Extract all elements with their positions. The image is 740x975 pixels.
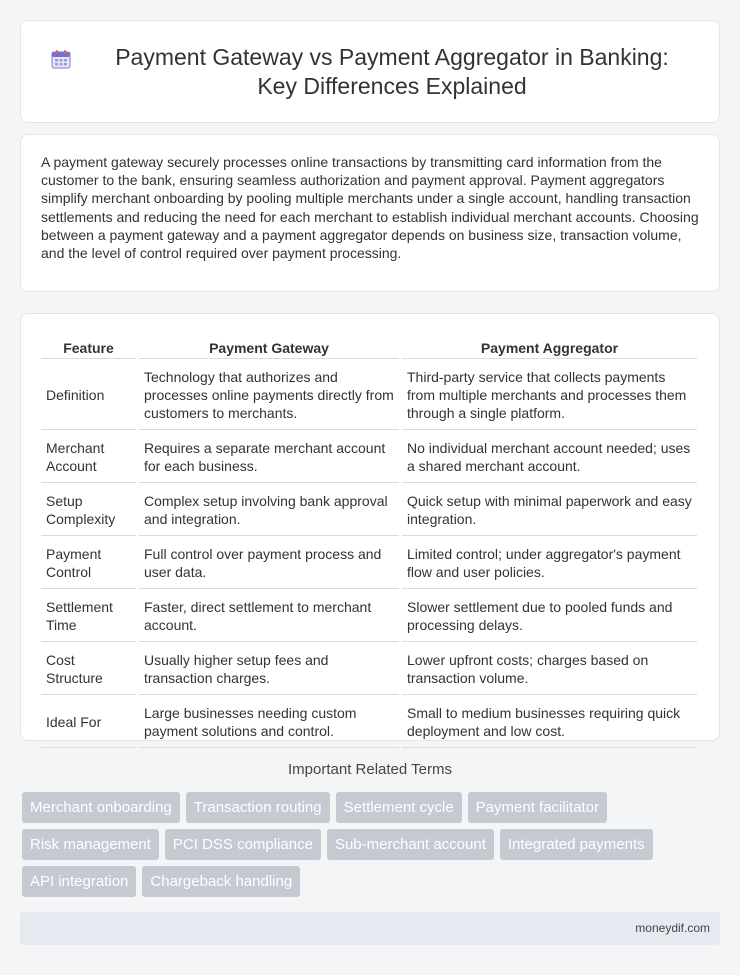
feature-cell: Definition (41, 361, 136, 430)
aggregator-cell: No individual merchant account needed; uses a shared merchant account. (402, 432, 697, 483)
table-row (41, 538, 697, 589)
term-tag-pci-dss-compliance[interactable]: PCI DSS compliance (165, 829, 321, 860)
gateway-cell: Large businesses needing custom payment solutions and control. (139, 697, 399, 748)
table-row (41, 591, 697, 642)
header-payment-gateway: Payment Gateway (139, 337, 399, 359)
term-tag-settlement-cycle[interactable]: Settlement cycle (336, 792, 462, 823)
related-terms-heading: Important Related Terms (288, 761, 452, 778)
aggregator-cell: Third-party service that collects payments from multiple merchants and processes them through a single platform. (402, 361, 697, 430)
calendar-icon (50, 48, 72, 70)
term-tag-transaction-routing[interactable]: Transaction routing (186, 792, 330, 823)
aggregator-cell: Limited control; under aggregator's payment flow and user policies. (402, 538, 697, 589)
table-row (41, 697, 697, 748)
table-header-row (41, 337, 697, 359)
intro-paragraph: A payment gateway securely processes online transactions by transmitting card information from the customer to the bank, ensuring seamless authorization and payment approval. Payment aggregators simplify merchant onboarding by pooling multiple merchants under a single account, handling transaction settlements and reducing the need for each merchant to establish individual merchant accounts. Choosing between a payment gateway and a payment aggregator depends on business size, transaction volume, and the level of control required over payment processing. (41, 154, 699, 262)
term-tag-chargeback-handling[interactable]: Chargeback handling (142, 866, 300, 897)
gateway-cell: Faster, direct settlement to merchant account. (139, 591, 399, 642)
table-row (41, 485, 697, 536)
related-terms-list (22, 792, 722, 903)
page-title: Payment Gateway vs Payment Aggregator in Banking: Key Differences Explained (115, 43, 669, 99)
feature-cell: Settlement Time (41, 591, 136, 642)
footer (20, 912, 720, 945)
term-tag-payment-facilitator[interactable]: Payment facilitator (468, 792, 607, 823)
table-row (41, 361, 697, 430)
comparison-table (38, 335, 700, 750)
footer-site-link[interactable]: moneydif.com (635, 921, 710, 935)
term-tag-api-integration[interactable]: API integration (22, 866, 136, 897)
term-tag-risk-management[interactable]: Risk management (22, 829, 159, 860)
gateway-cell: Usually higher setup fees and transaction charges. (139, 644, 399, 695)
table-row (41, 432, 697, 483)
table-row (41, 644, 697, 695)
intro-card (20, 134, 720, 292)
gateway-cell: Requires a separate merchant account for each business. (139, 432, 399, 483)
title-card (20, 20, 720, 123)
title-wrap (50, 43, 690, 101)
feature-cell: Merchant Account (41, 432, 136, 483)
feature-cell: Payment Control (41, 538, 136, 589)
gateway-cell: Full control over payment process and user data. (139, 538, 399, 589)
header-payment-aggregator: Payment Aggregator (402, 337, 697, 359)
aggregator-cell: Small to medium businesses requiring quick deployment and low cost. (402, 697, 697, 748)
aggregator-cell: Lower upfront costs; charges based on transaction volume. (402, 644, 697, 695)
feature-cell: Setup Complexity (41, 485, 136, 536)
term-tag-merchant-onboarding[interactable]: Merchant onboarding (22, 792, 180, 823)
feature-cell: Ideal For (41, 697, 136, 748)
comparison-card (20, 313, 720, 741)
term-tag-integrated-payments[interactable]: Integrated payments (500, 829, 653, 860)
header-feature: Feature (41, 337, 136, 359)
aggregator-cell: Quick setup with minimal paperwork and easy integration. (402, 485, 697, 536)
feature-cell: Cost Structure (41, 644, 136, 695)
gateway-cell: Technology that authorizes and processes online payments directly from customers to merchants. (139, 361, 399, 430)
gateway-cell: Complex setup involving bank approval and integration. (139, 485, 399, 536)
term-tag-sub-merchant-account[interactable]: Sub-merchant account (327, 829, 494, 860)
aggregator-cell: Slower settlement due to pooled funds and processing delays. (402, 591, 697, 642)
